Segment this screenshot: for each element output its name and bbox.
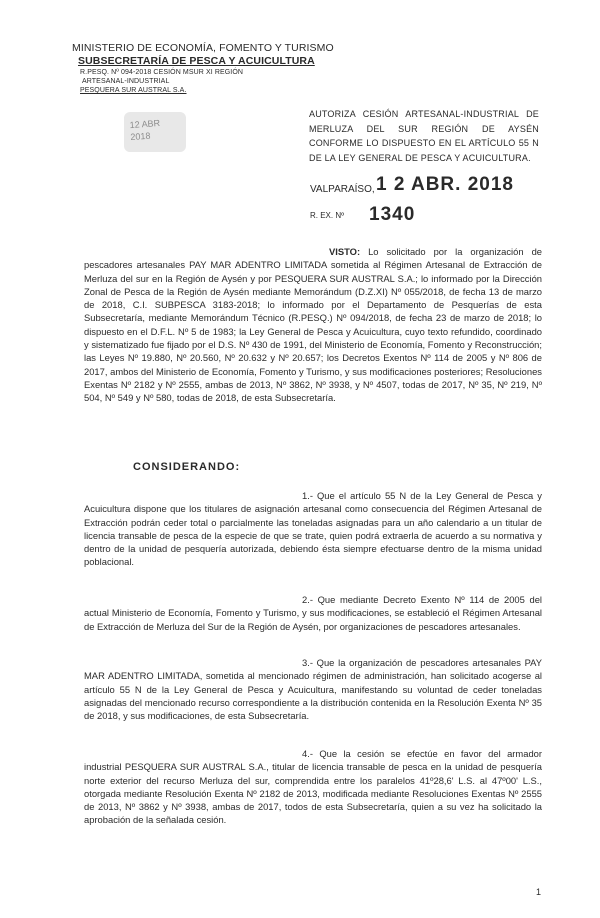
document-title: AUTORIZA CESIÓN ARTESANAL-INDUSTRIAL DE MERLUZA DEL SUR REGIÓN DE AYSÉN CONFORME LO DISPUESTO EN EL ARTÍCULO 55 N DE LA LEY GENERAL DE PESCA Y ACUICULTURA. <box>309 109 539 163</box>
ministry-header: MINISTERIO DE ECONOMÍA, FOMENTO Y TURISMO <box>72 42 334 54</box>
considerando-heading: CONSIDERANDO: <box>133 461 241 473</box>
stamp-text-line-1: 12 ABR <box>129 117 161 131</box>
reception-stamp <box>124 112 186 152</box>
considerando-2: 2.- Que mediante Decreto Exento Nº 114 de 2005 del actual Ministerio de Economía, Fomento y Turismo, y sus modificaciones, se estableció el Régimen Artesanal de Extracción de Merluza del Sur de la Región de Aysén, por organizaciones de pescadores artesanales. <box>84 594 542 632</box>
stamp-text-line-2: 2018 <box>130 130 151 143</box>
reference-type-line: ARTESANAL-INDUSTRIAL <box>82 78 170 85</box>
visto-text: Lo solicitado por la organización de pescadores artesanales PAY MAR ADENTRO LIMITADA sometida al Régimen Artesanal de Extracción de Merluza del sur en la Región de Aysén y por PESQUERA SUR AUSTRAL S.A.; lo informado por la Dirección Zonal de Pesca de la Región de Aysén mediante Memorándum (D.Z.XI) Nº 055/2018, de fecha 13 de marzo de 2018, C.I. SUBPESCA 3183-2018; lo informado por el Departamento de Pesquerías de esta Subsecretaría, mediante Memorándum Técnico (R.PESQ.) Nº 094/2018, de fecha 23 de marzo de 2018; lo dispuesto en el D.F.L. Nº 5 de 1983; la Ley General de Pesca y Acuicultura, cuyo texto refundido, coordinado y sistematizado fue fijado por el D.S. Nº 430 de 1991, del Ministerio de Economía, Fomento y Reconstrucción; las Leyes Nº 19.880, Nº 20.560, Nº 20.632 y Nº 20.657; los Decretos Exentos Nº 114 de 2005 y Nº 806 de 2017, ambos del Ministerio de Economía, Fomento y Turismo, y sus modificaciones posteriores; Resoluciones Exentas Nº 2182 y Nº 2555, ambas de 2013, Nº 3862, Nº 3938, y Nº 4507, todas de 2017, Nº 35, Nº 219, Nº 504, Nº 549 y Nº 580, todas de 2018, de esta Subsecretaría. <box>84 246 542 404</box>
subsecretaria-header: SUBSECRETARÍA DE PESCA Y ACUICULTURA <box>78 55 315 67</box>
place-label: VALPARAÍSO, <box>310 184 375 195</box>
considerando-4: 4.- Que la cesión se efectúe en favor del armador industrial PESQUERA SUR AUSTRAL S.A., titular de licencia transable de pesca en la unidad de pesquería norte exterior del recurso Merluza del sur, comprendida entre los paralelos 41º28,6' L.S. al 47º00' L.S., otorgada mediante Resolución Exenta Nº 2182 de 2013, modificada mediante Resoluciones Exentas Nº 2555 de 2013, Nº 3862 y Nº 3938, ambas de 2017, todos de esta Subsecretaría, quien a su vez ha solicitado la aprobación de la señalada cesión. <box>84 748 542 826</box>
stamp-text <box>129 117 161 143</box>
reference-line: R.PESQ. Nº 094-2018 CESIÓN MSUR XI REGIÓN <box>80 69 244 76</box>
page-number: 1 <box>536 887 542 897</box>
resolution-label: R. EX. Nº <box>310 211 345 220</box>
reference-company-line: PESQUERA SUR AUSTRAL S.A. <box>80 87 187 94</box>
resolution-number: 1340 <box>369 204 416 225</box>
visto-paragraph <box>84 245 542 405</box>
visto-label: VISTO: <box>329 246 361 257</box>
considerando-3: 3.- Que la organización de pescadores artesanales PAY MAR ADENTRO LIMITADA, sometida al mencionado régimen de administración, han solicitado acogerse al artículo 55 N de la Ley General de Pesca y Acuicultura, manifestando su voluntad de ceder toneladas asignadas del mencionado recurso correspondiente a la distribución contenida en la Resolución Exenta Nº 35 de 2018, y sus modificaciones, de esta Subsecretaría. <box>84 657 542 722</box>
document-date: 1 2 ABR. 2018 <box>376 174 514 195</box>
considerando-1: 1.- Que el artículo 55 N de la Ley General de Pesca y Acuicultura dispone que los titulares de asignación artesanal como consecuencia del Régimen Artesanal de Extracción podrán ceder total o parcialmente las toneladas asignadas para un año calendario a un titular de licencia transable de pesca de la especie de que se trate, quien podrá extraerla de acuerdo a su normativa y dentro de la unidad de pesquería autorizada, debiendo ésta siempre efectuarse dentro de la misma unidad poblacional. <box>84 490 542 568</box>
